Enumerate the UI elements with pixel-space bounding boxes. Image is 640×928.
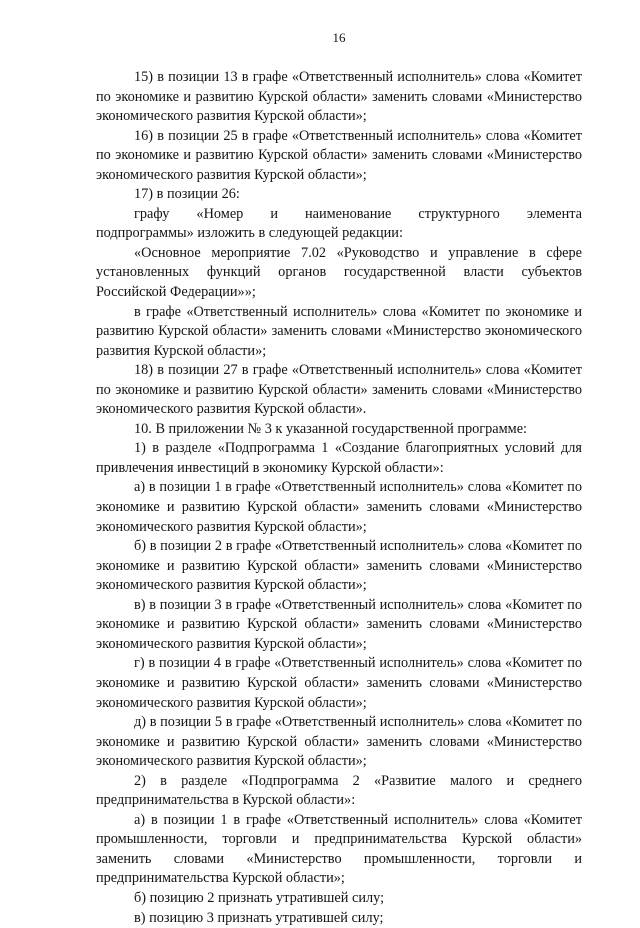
paragraph: в графе «Ответственный исполнитель» слова «Комитет по экономике и развитию Курской области» заменить словами «Министерство экономического развития Курской области»; bbox=[96, 303, 582, 359]
page-number: 16 bbox=[332, 30, 346, 45]
paragraph: 1) в разделе «Подпрограмма 1 «Создание благоприятных условий для привлечения инвестиций в экономику Курской области»: bbox=[96, 440, 582, 476]
paragraph: в) позицию 3 признать утратившей силу; bbox=[134, 909, 384, 926]
paragraph: 17) в позиции 26: bbox=[134, 186, 240, 203]
document-body bbox=[96, 68, 582, 928]
paragraph: а) в позиции 1 в графе «Ответственный исполнитель» слова «Комитет промышленности, торговли и предпринимательства Курской области» заменить словами «Министерство промышленности, торговли и предпринимательства Курской области»; bbox=[96, 811, 582, 887]
paragraph: 15) в позиции 13 в графе «Ответственный исполнитель» слова «Комитет по экономике и развитию Курской области» заменить словами «Министерство экономического развития Курской области»; bbox=[96, 69, 582, 125]
paragraph: 16) в позиции 25 в графе «Ответственный исполнитель» слова «Комитет по экономике и развитию Курской области» заменить словами «Министерство экономического развития Курской области»; bbox=[96, 127, 582, 183]
paragraph: а) в позиции 1 в графе «Ответственный исполнитель» слова «Комитет по экономике и развитию Курской области» заменить словами «Министерство экономического развития Курской области»; bbox=[96, 479, 582, 535]
paragraph: б) в позиции 2 в графе «Ответственный исполнитель» слова «Комитет по экономике и развитию Курской области» заменить словами «Министерство экономического развития Курской области»; bbox=[96, 538, 582, 594]
paragraph: 2) в разделе «Подпрограмма 2 «Развитие малого и среднего предпринимательства в Курской области»: bbox=[96, 772, 582, 809]
paragraph: подпрограммы» изложить в следующей редакции: bbox=[96, 225, 403, 242]
paragraph: д) в позиции 5 в графе «Ответственный исполнитель» слова «Комитет по экономике и развитию Курской области» заменить словами «Министерство экономического развития Курской области»; bbox=[96, 714, 582, 770]
paragraph: «Основное мероприятие 7.02 «Руководство и управление в сфере установленных функций органов государственной власти субъектов Российской Федерации»»; bbox=[96, 244, 582, 301]
paragraph: г) в позиции 4 в графе «Ответственный исполнитель» слова «Комитет по экономике и развитию Курской области» заменить словами «Министерство экономического развития Курской области»; bbox=[96, 655, 582, 711]
paragraph: графу «Номер и наименование структурного элемента bbox=[134, 205, 582, 222]
paragraph: в) в позиции 3 в графе «Ответственный исполнитель» слова «Комитет по экономике и развитию Курской области» заменить словами «Министерство экономического развития Курской области»; bbox=[96, 596, 582, 652]
paragraph: б) позицию 2 признать утратившей силу; bbox=[134, 889, 385, 906]
paragraph: 18) в позиции 27 в графе «Ответственный исполнитель» слова «Комитет по экономике и развитию Курской области» заменить словами «Министерство экономического развития Курской области». bbox=[96, 362, 582, 418]
paragraph: 10. В приложении № 3 к указанной государственной программе: bbox=[134, 420, 528, 437]
